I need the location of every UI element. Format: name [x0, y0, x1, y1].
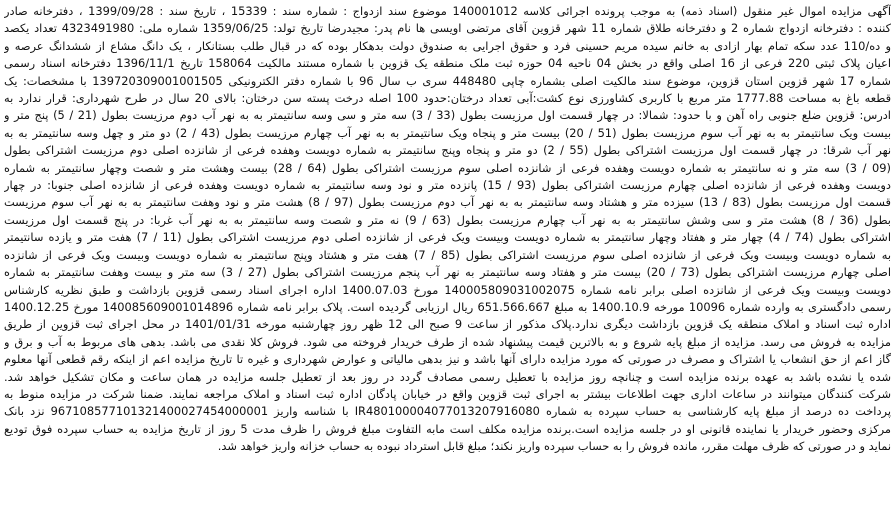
notice-line-6: قطعه باغ به مساحت 1777.88 متر مربع با کاربری کشاورزی نوع کشت:آبی تعداد درختان:حدود 100 اصله درخت پسته سن درختان: بالای 20 سال در طرح شهرداری: قرار ندارد به — [4, 91, 891, 106]
auction-notice-text — [4, 3, 891, 529]
notice-line-12: قسمت اول مرزیست بطول (83 / 13) سیزده متر و هشتاد وسه سانتیمتر به به نهر آب دوم مرزیست بطول (97 / 8) هشت متر و نود وهفت سانتیمتر به به نهر آب سوم مرزیست — [4, 195, 891, 210]
notice-line-14: اشتراکی بطول (74 / 4) چهار متر و هفتاد وچهار سانتیمتر به شماره دویست وبیست ویک فرعی از شانزده اصلی دوم مرزیست اشتراکی بطول (11 / 7) هفت متر و یازده سانتیمتر — [4, 230, 891, 245]
notice-line-3: و ده/110 عدد سکه تمام بهار ازادی به خانم سیده مریم حسینی فرد و حقوق اجرایی به صندوق دولت بدهکار بوده که در قبال طلب بستانکار ، یک دانگ مشاع از ششدانگ عرصه و — [4, 38, 891, 53]
notice-line-20: مزایده به فروش می رسد. مزایده از مبلغ پایه شروع و به بالاترین قیمت پیشنهاد شده از طرف خریدار فروخته می شود. فروش کلا نقدی می باشد. بدهی های مربوط به آب و برق و — [4, 334, 891, 349]
notice-line-9: نهر آب شرقا: در چهار قسمت اول مرزیست اشتراکی بطول (55 / 2) دو متر و پنجاه وپنج سانتیمتر به شماره دویست وهفده فرعی از شانزده اصلی دوم مرزیست اشتراکی بطول — [4, 143, 891, 158]
notice-line-4: اعیان پلاک ثبتی 220 فرعی از 16 اصلی واقع در بخش 04 ناحیه 04 حوزه ثبت ملک منطقه یک قزوین با شماره مستند مالکیت 158064 تاریخ 1396/11/1 دفترخانه اسناد رسمی — [4, 56, 891, 71]
notice-line-23: شرکت کنندگان میتوانند در ساعات اداری جهت اطلاعات بیشتر به اجرای ثبت قزوین واقع در خیابان پادگان اداره ثبت اسناد و املاک مراجعه نمایند. ضمنا شرکت در مزایده منوط به — [4, 386, 891, 401]
notice-line-11: دویست وهفده فرعی از شانزده اصلی چهارم مرزیست اشتراکی بطول (93 / 15) پانزده متر و نود وسه سانتیمتر به شماره دویست وهفده فرعی از شانزده اصلی جنوبا: در چهار — [4, 178, 891, 193]
notice-line-15: به شماره دویست وبیست ویک فرعی از شانزده اصلی سوم مرزیست اشتراکی بطول (85 / 7) هفت متر و هشتاد وپنج سانتیمتر به شماره دویست وبیست ویک فرعی از شانزده — [4, 247, 891, 262]
notice-line-8: بیست ویک سانتیمتر به به نهر آب سوم مرزیست بطول (51 / 20) بیست متر و پنجاه ویک سانتیمتر به به نهر آب چهارم مرزیست بطول (43 / 2) دو متر و چهل وسه سانتیمتر به به — [4, 125, 891, 140]
notice-line-16: اصلی چهارم مرزیست اشتراکی بطول (73 / 20) بیست متر و هفتاد وسه سانتیمتر به نهر آب پنجم مرزیست اشتراکی بطول (27 / 3) سه متر و بیست وهفت سانتیمتر به شماره — [4, 265, 891, 280]
notice-line-7: ادرس: قزوین ضلع جنوبی راه آهن و با حدود: شمالا: در چهار قسمت اول مرزیست بطول (33 / 3) سه متر و سی وسه سانتیمتر به به نهر آب دوم مرزیست بطول (21 / 5) پنج متر و — [4, 108, 891, 123]
notice-line-10: (09 / 3) سه متر و نه سانتیمتر به شماره دویست وهفده فرعی از شانزده اصلی سوم مرزیست اشتراکی بطول (64 / 28) بیست وهشت متر و شصت وچهار سانتیمتر به شماره — [4, 160, 891, 175]
notice-line-5: شماره 17 شهر قزوین استان قزوین، موضوع سند مالکیت اصلی بشماره چاپی 448480 سری ب سال 96 با شماره دفتر الکترونیکی 139720309001001505 با مشخصات: یک — [4, 73, 891, 88]
notice-line-18: رسمی دادگستری به وارده شماره 10096 مورخه 1400.10.9 به مبلغ 651.566.667 ریال ارزیابی گردیده است. پلاک برابر نامه شماره 140085609001014896 مورخ 1400.12.25 — [4, 299, 891, 314]
notice-line-24: پرداخت ده درصد از مبلغ پایه کارشناسی به حساب سپرده به شماره IR480100004077013207916080 با شناسه واریز 967108577101321400027454000001 نزد بانک — [4, 404, 891, 419]
notice-line-22: شده یا نشده باشد به عهده برنده مزایده است و چنانچه روز مزایده با تعطیل رسمی مصادف گردد در روز بعد از تعطیل جلسه مزایده در همان ساعت و مکان تشکیل خواهد شد. — [4, 369, 891, 384]
notice-line-1: آگهی مزایده اموال غیر منقول (اسناد ذمه) به موجب پرونده اجرائی کلاسه 140001012 موضوع سند ازدواج : شماره سند : 15339 ، تاریخ سند : 1399/09/28 ، دفترخانه صادر — [4, 4, 891, 18]
notice-line-17: دویست وبیست ویک فرعی از شانزده اصلی برابر نامه شماره 140005809031002075 مورخ 1400.07.03 اداره اجرای اسناد رسمی قزوین بازداشت و طبق نظریه کارشناس — [4, 282, 891, 297]
notice-line-21: گاز اعم از حق انشعاب یا اشتراک و مصرف در صورتی که مورد مزایده دارای آنها باشد و نیز بدهی مالیاتی و عوارض شهرداری و غیره تا تاریخ مزایده اعم از اینکه رقم قطعی آنها معلوم — [4, 352, 891, 367]
notice-line-13: بطول (36 / 8) هشت متر و سی وشش سانتیمتر به به نهر آب چهارم مرزیست بطول (63 / 9) نه متر و شصت وسه سانتیمتر به به نهر آب غربا: در پنج قسمت اول مرزیست — [4, 212, 891, 227]
notice-line-26: نماید و در صورتی که ظرف مهلت مقرر، مانده فروش را به حساب سپرده واریز نکند؛ مبلغ قابل استرداد نبوده به حساب خزانه واریز خواهد شد. — [217, 439, 891, 454]
notice-line-19: اداره ثبت اسناد و املاک منطقه یک قزوین بازداشت دیگری ندارد.پلاک مذکور از ساعت 9 صبح الی 12 ظهر روز چهارشنبه مورخه 1401/01/31 در محل اجرای ثبت قزوین از طریق — [4, 317, 891, 332]
notice-line-2: کننده : دفترخانه ازدواج شماره 2 و دفترخانه طلاق شماره 11 شهر قزوین آقای مرتضی اویسی ها نام پدر: مجیدرضا تاریخ تولد: 1359/06/25 شماره ملی: 4323491980 تعداد یکصد — [4, 21, 891, 36]
notice-line-25: مرکزی وحضور خریدار یا نماینده قانونی او در جلسه مزایده است.برنده مزایده مکلف است مابه التفاوت مبلغ فروش را ظرف مدت 5 روز از تاریخ مزایده به حساب سپرده فوق تودیع — [4, 421, 891, 436]
